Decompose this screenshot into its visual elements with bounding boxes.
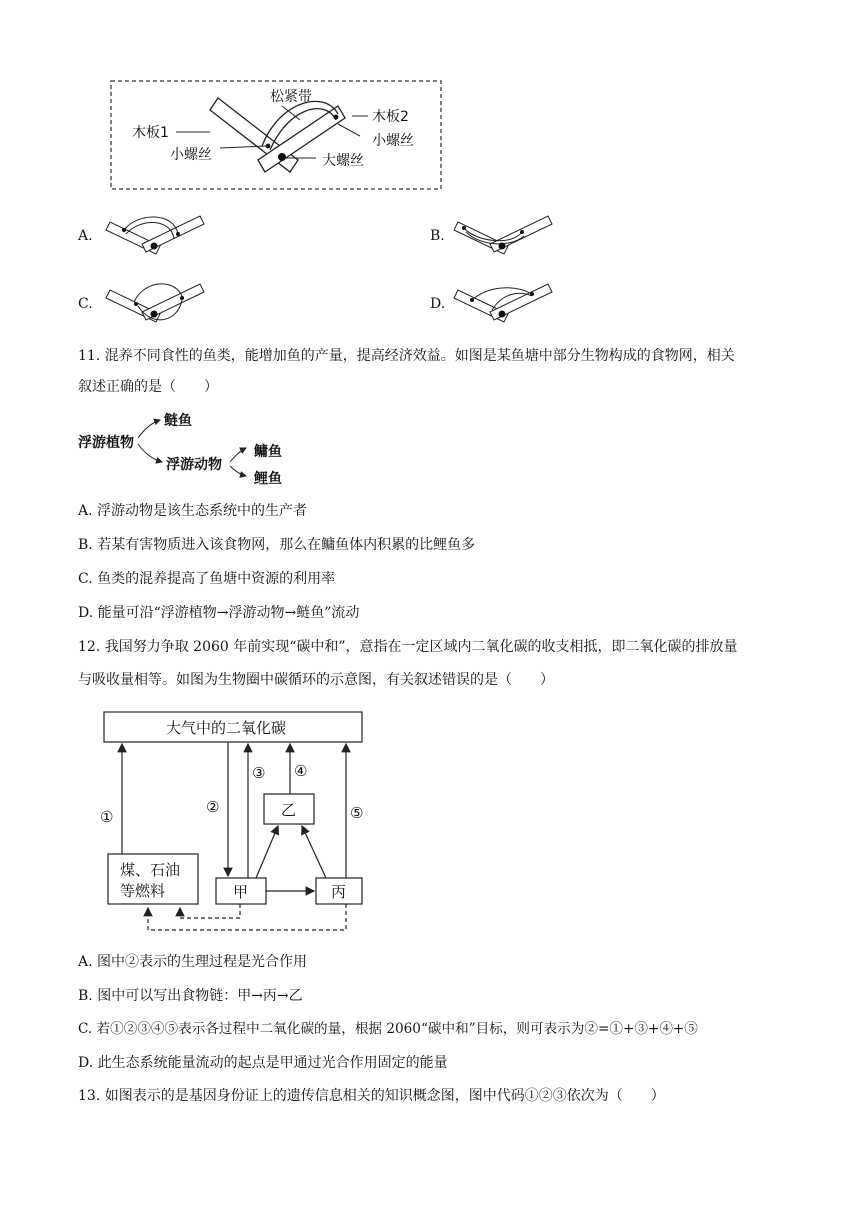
flow-4: ④	[294, 762, 308, 780]
label-big-screw: 大螺丝	[322, 153, 364, 169]
q10-option-a-figure	[104, 212, 214, 260]
q10-option-d-label: D.	[430, 296, 446, 312]
q13-stem: 13. 如图表示的是基因身份证上的遗传信息相关的知识概念图，图中代码①②③依次为（ ）	[78, 1088, 665, 1104]
web-common-carp: 鲤鱼	[254, 471, 282, 487]
q10-option-b-label: B.	[430, 228, 445, 244]
node-bing: 丙	[331, 883, 347, 901]
q11-option-d: D. 能量可沿“浮游植物→浮游动物→鲢鱼”流动	[78, 605, 360, 621]
q10-option-d-figure	[452, 280, 562, 328]
web-bighead: 鳙鱼	[254, 444, 282, 460]
node-yi: 乙	[281, 801, 297, 819]
label-small-screw-right: 小螺丝	[372, 133, 414, 149]
web-zooplankton: 浮游动物	[166, 457, 222, 473]
flow-2: ②	[206, 798, 220, 816]
label-board1: 木板1	[132, 125, 169, 141]
q11-food-web	[78, 408, 298, 488]
q12-stem-line2: 与吸收量相等。如图为生物圈中碳循环的示意图，有关叙述错误的是（ ）	[78, 672, 554, 688]
q11-option-b: B. 若某有害物质进入该食物网，那么在鳙鱼体内积累的比鲤鱼多	[78, 537, 476, 553]
node-atmosphere: 大气中的二氧化碳	[166, 719, 287, 737]
flow-5: ⑤	[350, 804, 364, 822]
label-board2: 木板2	[372, 109, 409, 125]
q12-stem-line1: 12. 我国努力争取 2060 年前实现“碳中和”，意指在一定区域内二氧化碳的收支相抵，即二氧化碳的排放量	[78, 639, 738, 655]
q10-option-a-label: A.	[78, 228, 93, 244]
label-strap: 松紧带	[270, 89, 312, 105]
node-fuel-line1: 煤、石油	[120, 861, 181, 879]
q12-option-a: A. 图中②表示的生理过程是光合作用	[78, 954, 308, 970]
q10-option-c-figure	[104, 276, 214, 330]
web-producer: 浮游植物	[78, 435, 134, 451]
q12-carbon-cycle-diagram	[100, 708, 370, 938]
q10-option-b-figure	[452, 212, 562, 260]
q12-option-d: D. 此生态系统能量流动的起点是甲通过光合作用固定的能量	[78, 1055, 448, 1071]
q12-option-c: C. 若①②③④⑤表示各过程中二氧化碳的量，根据 2060“碳中和”目标，则可表示为②=①+③+④+⑤	[78, 1021, 698, 1037]
q12-option-b: B. 图中可以写出食物链：甲→丙→乙	[78, 988, 303, 1004]
q10-main-figure	[110, 80, 442, 190]
web-silver-carp: 鲢鱼	[164, 413, 192, 429]
node-jia: 甲	[233, 883, 249, 901]
label-small-screw-left: 小螺丝	[170, 147, 212, 163]
flow-3: ③	[252, 764, 266, 782]
node-fuel-line2: 等燃料	[120, 882, 166, 900]
q11-stem-line2: 叙述正确的是（ ）	[78, 379, 218, 395]
flow-1: ①	[100, 808, 114, 826]
q11-option-c: C. 鱼类的混养提高了鱼塘中资源的利用率	[78, 571, 336, 587]
q10-option-c-label: C.	[78, 296, 93, 312]
q11-stem-line1: 11. 混养不同食性的鱼类，能增加鱼的产量，提高经济效益。如图是某鱼塘中部分生物构成的食物网，相关	[78, 348, 735, 364]
q11-option-a: A. 浮游动物是该生态系统中的生产者	[78, 503, 308, 519]
